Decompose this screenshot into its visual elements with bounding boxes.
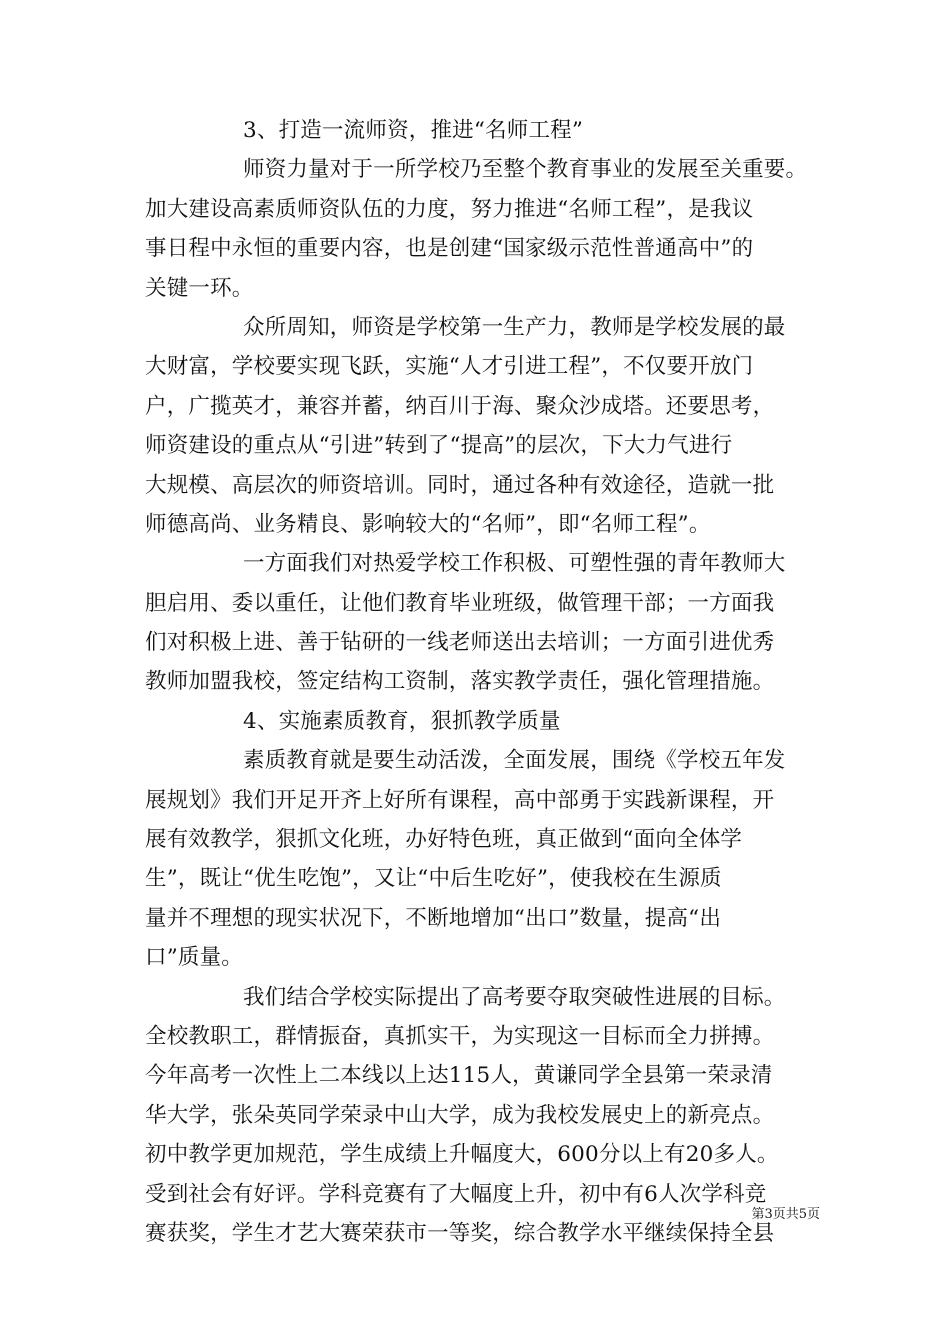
text-line: 关键一环。 [145, 275, 254, 301]
text-line: 胆启用、委以重任，让他们教育毕业班级，做管理干部；一方面我 [145, 590, 775, 616]
text-line: 加大建设高素质师资队伍的力度，努力推进“名师工程”，是我议 [145, 196, 754, 222]
text-line: 师德高尚、业务精良、影响较大的“名师”，即“名师工程”。 [145, 511, 711, 537]
text-line: 量并不理想的现实状况下，不断地增加“出口”数量，提高“出 [145, 905, 722, 931]
text-line: 初中教学更加规范，学生成绩上升幅度大，600分以上有20多人。 [145, 1142, 779, 1168]
text-line: 大财富，学校要实现飞跃，实施“人才引进工程”，不仅要开放门 [145, 354, 754, 380]
text-line: 华大学，张朵英同学荣录中山大学，成为我校发展史上的新亮点。 [145, 1102, 775, 1128]
text-line: 师资力量对于一所学校乃至整个教育事业的发展至关重要。 [243, 157, 808, 183]
text-line: 大规模、高层次的师资培训。同时，通过各种有效途径，造就一批 [145, 472, 775, 498]
text-line: 我们结合学校实际提出了高考要夺取突破性进展的目标。 [243, 984, 786, 1010]
text-line: 赛获奖，学生才艺大赛荣获市一等奖，综合教学水平继续保持全县 [145, 1220, 775, 1246]
text-line: 素质教育就是要生动活泼，全面发展，围绕《学校五年发 [243, 748, 786, 774]
text-line: 一方面我们对热爱学校工作积极、可塑性强的青年教师大 [243, 551, 786, 577]
text-line: 全校教职工，群情振奋，真抓实干，为实现这一目标而全力拼搏。 [145, 1023, 775, 1049]
document-body [145, 111, 821, 1253]
text-line: 今年高考一次性上二本线以上达115人，黄谦同学全县第一荣录清 [145, 1063, 773, 1089]
text-line: 教师加盟我校，签定结构工资制，落实教学责任，强化管理措施。 [145, 669, 775, 695]
text-line: 户，广揽英才，兼容并蓄，纳百川于海、聚众沙成塔。还要思考， [145, 393, 775, 419]
text-line: 事日程中永恒的重要内容，也是创建“国家级示范性普通高中”的 [145, 236, 754, 262]
page-number: 第3页共5页 [751, 1207, 820, 1222]
text-line: 师资建设的重点从“引进”转到了“提高”的层次，下大力气进行 [145, 433, 733, 459]
section-heading-4: 4、实施素质教育，狠抓教学质量 [243, 708, 561, 734]
text-line: 众所周知，师资是学校第一生产力，教师是学校发展的最 [243, 314, 786, 340]
section-heading-3: 3、打造一流师资，推进“名师工程” [243, 118, 584, 143]
text-line: 口”质量。 [145, 945, 243, 971]
text-line: 展规划》我们开足开齐上好所有课程，高中部勇于实践新课程，开 [145, 787, 775, 813]
text-line: 生”，既让“优生吃饱”，又让“中后生吃好”，使我校在生源质 [145, 866, 722, 892]
text-line: 展有效教学，狠抓文化班，办好特色班，真正做到“面向全体学 [145, 827, 743, 853]
text-line: 受到社会有好评。学科竞赛有了大幅度上升，初中有6人次学科竞 [145, 1181, 767, 1207]
text-line: 们对积极上进、善于钻研的一线老师送出去培训；一方面引进优秀 [145, 630, 775, 656]
